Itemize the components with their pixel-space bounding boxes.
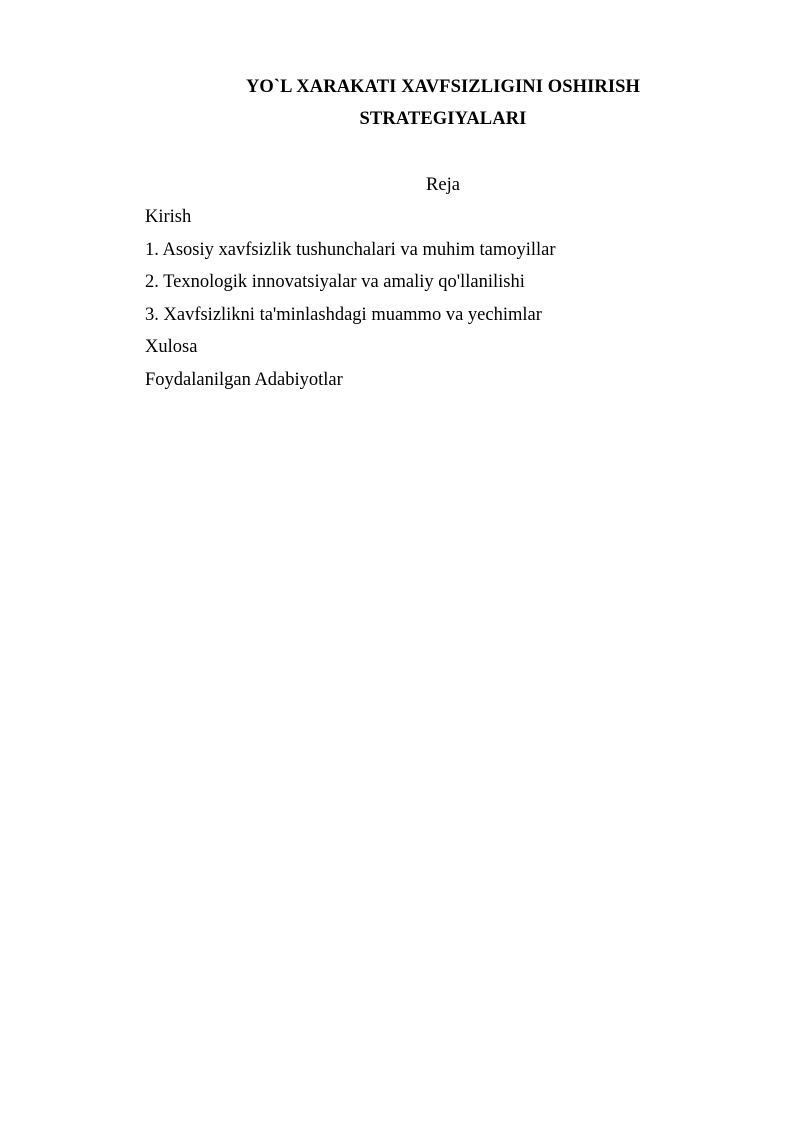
- document-title-line-2: STRATEGIYALARI: [359, 109, 527, 129]
- table-of-contents: [145, 206, 556, 402]
- toc-item-section-1: 1. Asosiy xavfsizlik tushunchalari va muhim tamoyillar: [145, 239, 556, 260]
- toc-item-conclusion: Xulosa: [145, 337, 198, 358]
- document-title-line-1: YO`L XARAKATI XAVFSIZLIGINI OSHIRISH: [245, 77, 641, 97]
- toc-item-section-2: 2. Texnologik innovatsiyalar va amaliy qo'llanilishi: [145, 272, 525, 293]
- plan-heading: Reja: [426, 175, 460, 195]
- toc-item-introduction: Kirish: [145, 207, 192, 227]
- toc-item-references: Foydalanilgan Adabiyotlar: [145, 369, 343, 390]
- toc-item-section-3: 3. Xavfsizlikni ta'minlashdagi muammo va yechimlar: [145, 304, 542, 325]
